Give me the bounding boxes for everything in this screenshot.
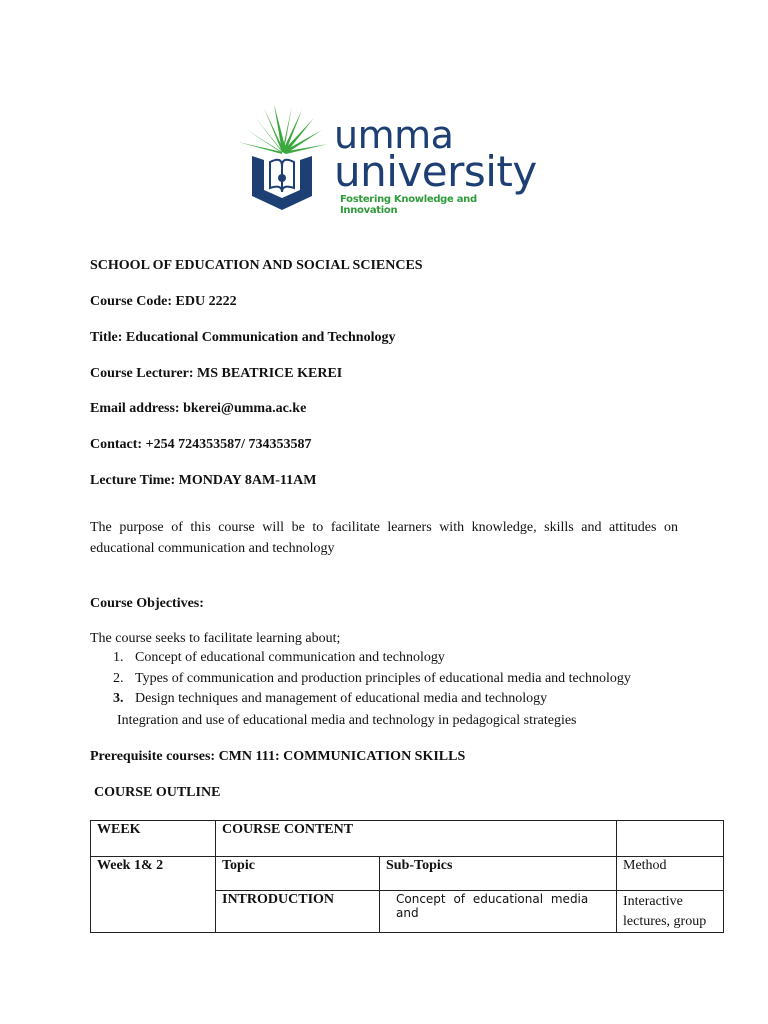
objectives-list (90, 650, 631, 712)
table-cell: INTRODUCTION (216, 891, 380, 933)
logo-tagline: Fostering Knowledge and Innovation (340, 194, 477, 216)
course-code: Course Code: EDU 2222 (90, 294, 237, 309)
table-cell: Week 1& 2 (91, 857, 216, 933)
logo-wordmark-university: university (334, 147, 537, 196)
list-text: Concept of educational communication and technology (135, 650, 445, 665)
logo-wordmark-umma: umma (334, 113, 454, 157)
list-text: Design techniques and management of educational media and technology (135, 691, 548, 706)
objectives-extra: Integration and use of educational media and technology in pedagogical strategies (117, 713, 577, 728)
lecture-time: Lecture Time: MONDAY 8AM-11AM (90, 473, 317, 488)
prerequisite: Prerequisite courses: CMN 111: COMMUNICATION SKILLS (90, 749, 466, 764)
list-item (90, 671, 631, 692)
list-item (90, 691, 631, 712)
table-cell: Sub-Topics (380, 857, 617, 891)
objectives-heading: Course Objectives: (90, 596, 204, 611)
table-cell: Interactive lectures, group (617, 891, 724, 933)
school-name: SCHOOL OF EDUCATION AND SOCIAL SCIENCES (90, 258, 423, 273)
table-cell: Topic (216, 857, 380, 891)
table-row (91, 821, 724, 857)
table-cell: COURSE CONTENT (216, 821, 617, 857)
table-cell: Method (617, 857, 724, 891)
list-number: 3. (113, 691, 124, 706)
table-cell: WEEK (91, 821, 216, 857)
list-item (90, 650, 631, 671)
purpose-paragraph: The purpose of this course will be to facilitate learners with knowledge, skills and attitudes on educational communication and technology (90, 520, 678, 556)
course-outline-table (90, 820, 724, 933)
table-cell: Concept of educational media and (380, 891, 617, 933)
email-address: Email address: bkerei@umma.ac.ke (90, 401, 307, 416)
course-title: Title: Educational Communication and Technology (90, 330, 396, 345)
course-lecturer: Course Lecturer: MS BEATRICE KEREI (90, 366, 343, 381)
objectives-intro: The course seeks to facilitate learning about; (90, 631, 341, 646)
logo-emblem-icon (234, 100, 334, 212)
contact: Contact: +254 724353587/ 734353587 (90, 437, 312, 452)
list-text: Types of communication and production principles of educational media and technology (135, 670, 631, 686)
list-number: 2. (113, 670, 124, 686)
outline-heading: COURSE OUTLINE (94, 785, 221, 800)
table-row (91, 857, 724, 891)
list-number: 1. (113, 650, 124, 665)
table-cell (617, 821, 724, 857)
university-logo (234, 100, 537, 216)
